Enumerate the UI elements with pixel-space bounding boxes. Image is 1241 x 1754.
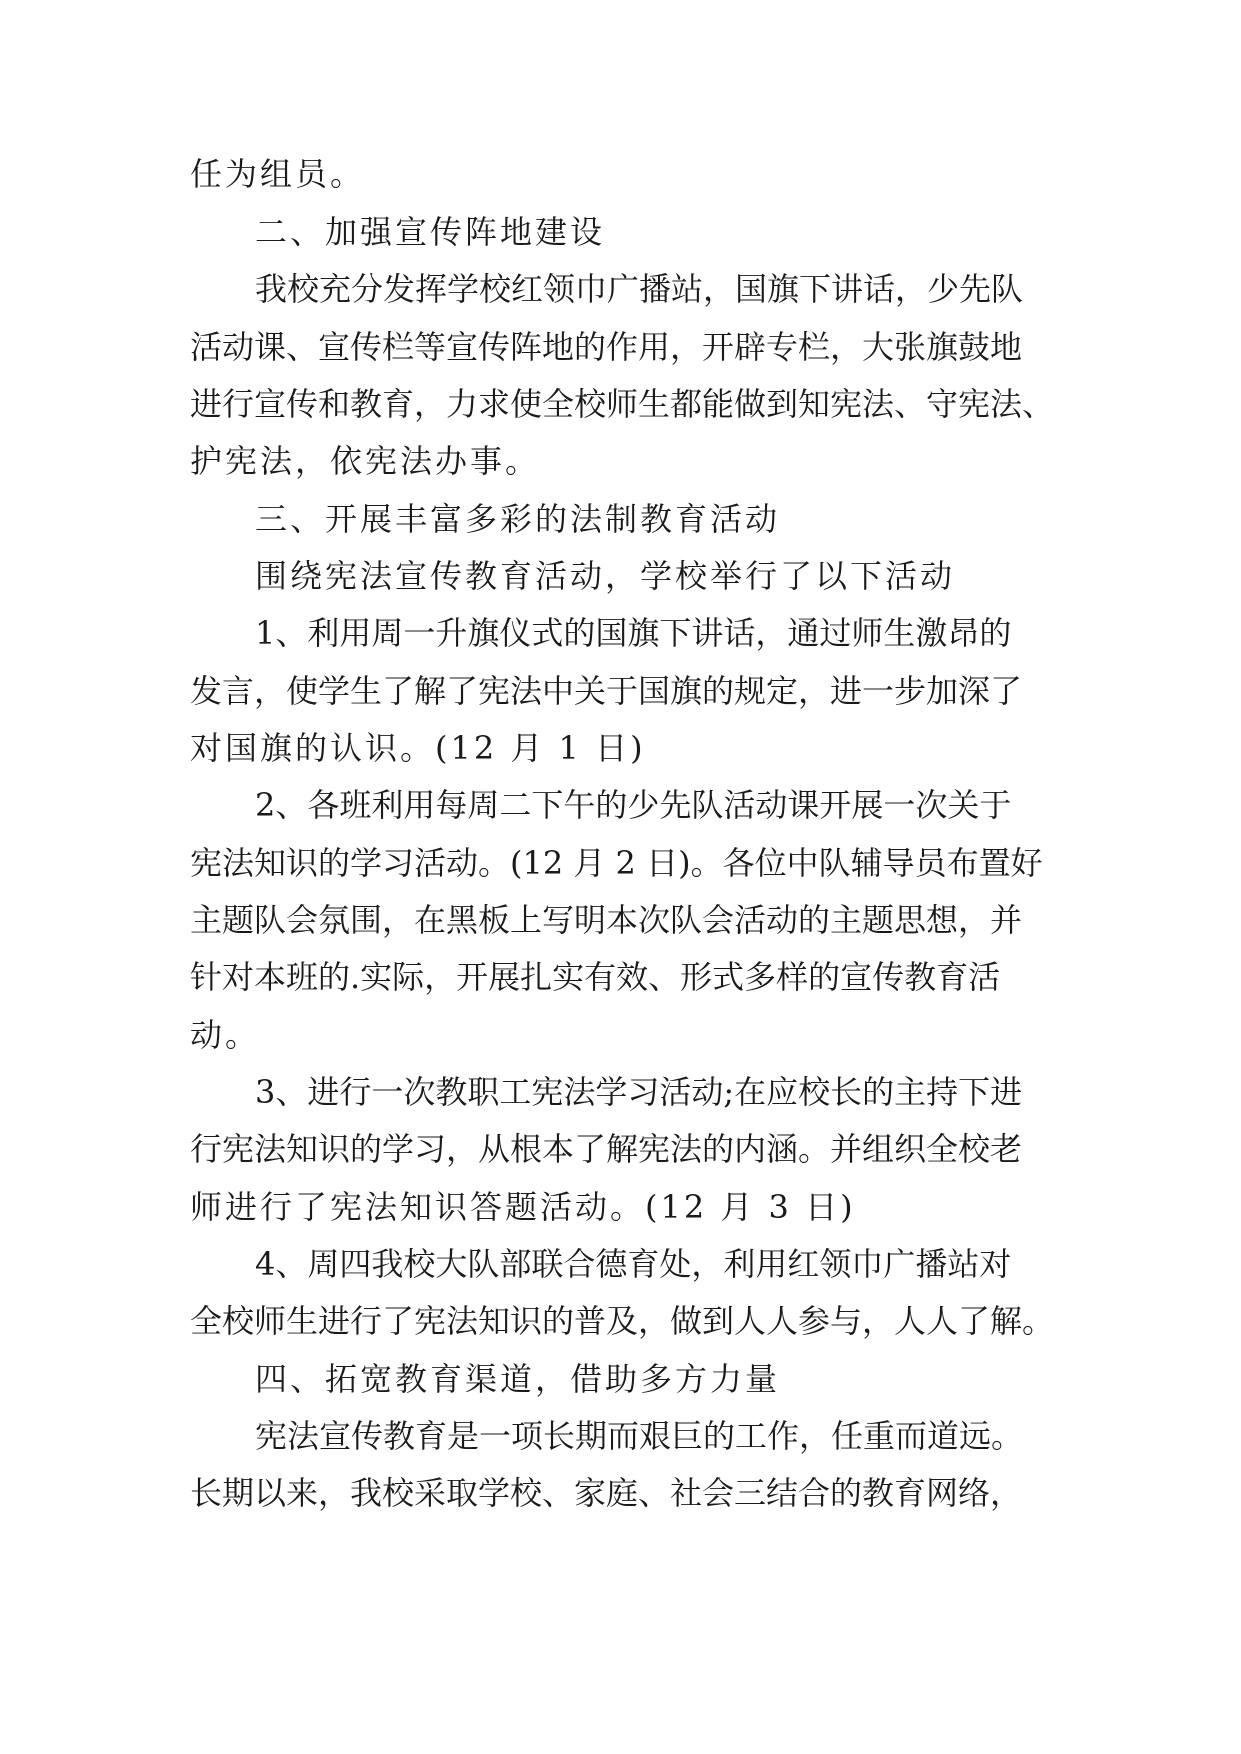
text-line: 进行宣传和教育，力求使全校师生都能做到知宪法、守宪法、 <box>190 385 1055 423</box>
text-line: 全校师生进行了宪法知识的普及，做到人人参与，人人了解。 <box>190 1302 1055 1340</box>
text-line: 针对本班的.实际，开展扎实有效、形式多样的宣传教育活 <box>190 958 1001 996</box>
section-heading: 三、开展丰富多彩的法制教育活动 <box>255 500 781 538</box>
text-line: 长期以来，我校采取学校、家庭、社会三结合的教育网络， <box>190 1474 1023 1512</box>
text-line: 活动课、宣传栏等宣传阵地的作用，开辟专栏，大张旗鼓地 <box>190 328 1023 366</box>
text-line: 2、各班利用每周二下午的少先队活动课开展一次关于 <box>255 786 1012 824</box>
text-line: 师进行了宪法知识答题活动。(12 月 3 日) <box>190 1188 856 1226</box>
text-line: 3、进行一次教职工宪法学习活动;在应校长的主持下进 <box>255 1073 1023 1111</box>
text-line: 发言，使学生了解了宪法中关于国旗的规定，进一步加深了 <box>190 672 1023 710</box>
text-line: 动。 <box>190 1016 261 1054</box>
text-line: 4、周四我校大队部联合德育处，利用红领巾广播站对 <box>255 1245 1012 1283</box>
text-line: 行宪法知识的学习，从根本了解宪法的内涵。并组织全校老 <box>190 1130 1023 1168</box>
text-line: 主题队会氛围，在黑板上写明本次队会活动的主题思想，并 <box>190 901 1023 939</box>
section-heading: 四、拓宽教育渠道，借助多方力量 <box>255 1360 781 1398</box>
text-line: 宪法宣传教育是一项长期而艰巨的工作，任重而道远。 <box>255 1417 1024 1455</box>
text-line: 对国旗的认识。(12 月 1 日) <box>190 729 646 767</box>
text-line: 护宪法，依宪法办事。 <box>190 442 541 480</box>
text-line: 围绕宪法宣传教育活动，学校举行了以下活动 <box>255 557 956 595</box>
text-line: 宪法知识的学习活动。(12 月 2 日)。各位中队辅导员布置好 <box>190 844 1043 882</box>
section-heading: 二、加强宣传阵地建设 <box>255 213 606 251</box>
text-line: 1、利用周一升旗仪式的国旗下讲话，通过师生激昂的 <box>255 614 1012 652</box>
text-line: 我校充分发挥学校红领巾广播站，国旗下讲话，少先队 <box>255 270 1024 308</box>
text-line: 任为组员。 <box>190 155 366 193</box>
